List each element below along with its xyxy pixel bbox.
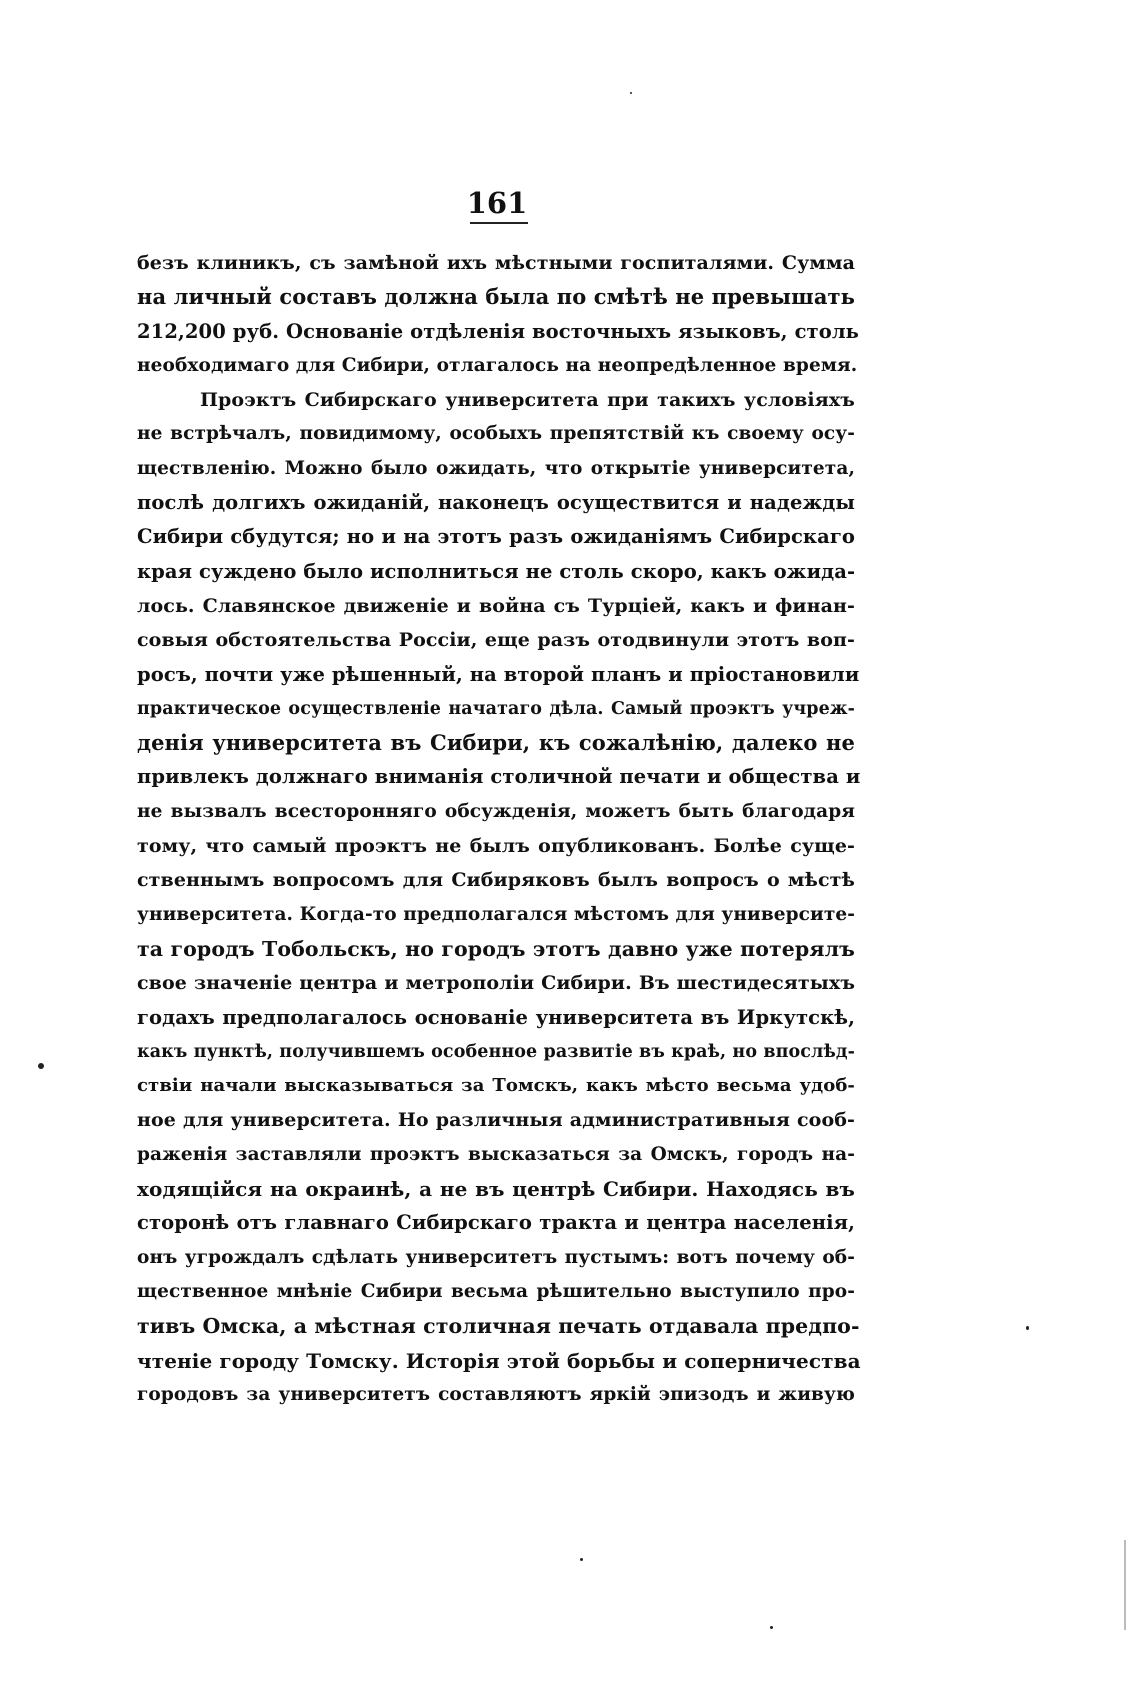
text-line: годахъ предполагалось основаніе университета въ Иркутскѣ,: [137, 1005, 855, 1029]
page-number: 161: [466, 186, 528, 220]
text-line: Сибири сбудутся; но и на этотъ разъ ожиданіямъ Сибирскаго: [137, 525, 855, 549]
text-line: края суждено было исполниться не столь скоро, какъ ожида-: [137, 559, 856, 583]
page-number-underline: [470, 222, 528, 224]
text-line: ходящійся на окраинѣ, а не въ центрѣ Сибири. Находясь въ: [137, 1177, 855, 1202]
text-line: чтеніе городу Томску. Исторія этой борьбы и соперничества: [137, 1348, 861, 1373]
text-line: раженія заставляли проэктъ высказаться за Омскъ, городъ на-: [137, 1143, 855, 1165]
text-line: щественное мнѣніе Сибири весьма рѣшительно выступило про-: [137, 1280, 855, 1302]
scan-speck: [38, 1063, 44, 1069]
text-line: совыя обстоятельства Россіи, еще разъ отодвинули этотъ воп-: [137, 629, 855, 652]
text-line: на личный составъ должна была по смѣтѣ не превышать: [137, 284, 855, 310]
text-line: лось. Славянское движеніе и война съ Турціей, какъ и финан-: [137, 594, 855, 617]
scan-edge-mark: [1124, 1540, 1126, 1630]
body-text: [137, 246, 861, 1412]
scan-speck: [580, 1558, 583, 1561]
text-line: Проэктъ Сибирскаго университета при такихъ условіяхъ: [200, 389, 855, 412]
text-line: свое значеніе центра и метрополіи Сибири. Въ шестидесятыхъ: [137, 972, 855, 995]
text-line: та городъ Тобольскъ, но городъ этотъ давно уже потерялъ: [137, 936, 855, 961]
text-line: не встрѣчалъ, повидимому, особыхъ препятствій къ своему осу-: [137, 423, 855, 445]
text-line: денія университета въ Сибири, къ сожалѣнію, далеко не: [137, 730, 855, 756]
text-line: не вызвалъ всесторонняго обсужденія, можетъ быть благодаря: [137, 800, 855, 822]
scan-speck: [630, 92, 632, 94]
text-line: ное для университета. Но различныя административныя сооб-: [137, 1109, 855, 1132]
text-line: послѣ долгихъ ожиданій, наконецъ осуществится и надежды: [137, 491, 855, 515]
text-line: городовъ за университетъ составляютъ яркій эпизодъ и живую: [137, 1383, 855, 1405]
text-line: 212,200 руб. Основаніе отдѣленія восточныхъ языковъ, столь: [137, 319, 860, 343]
scan-speck: [1026, 1326, 1029, 1330]
text-line: безъ клиникъ, съ замѣной ихъ мѣстными госпиталями. Сумма: [137, 252, 855, 274]
scan-speck: [770, 1626, 773, 1629]
text-line: тому, что самый проэктъ не былъ опубликованъ. Болѣе суще-: [137, 835, 855, 858]
text-line: университета. Когда-то предполагался мѣстомъ для университе-: [137, 903, 856, 925]
text-line: ществленію. Можно было ожидать, что открытіе университета,: [137, 457, 855, 479]
text-line: ственнымъ вопросомъ для Сибиряковъ былъ вопросъ о мѣстѣ: [137, 869, 855, 892]
text-line: росъ, почти уже рѣшенный, на второй планъ и пріостановили: [137, 662, 860, 686]
text-line: привлекъ должнаго вниманія столичной печати и общества и: [137, 765, 861, 789]
text-line: практическое осуществленіе начатаго дѣла. Самый проэктъ учреж-: [137, 698, 855, 719]
text-line: тивъ Омска, а мѣстная столичная печать отдавала предпо-: [137, 1314, 860, 1339]
text-line: онъ угрождалъ сдѣлать университетъ пустымъ: вотъ почему об-: [137, 1246, 855, 1268]
text-line: необходимаго для Сибири, отлагалось на неопредѣленное время.: [137, 354, 858, 376]
text-line: сторонѣ отъ главнаго Сибирскаго тракта и центра населенія,: [137, 1211, 855, 1235]
text-line: ствіи начали высказываться за Томскъ, какъ мѣсто весьма удоб-: [137, 1075, 855, 1097]
text-line: какъ пунктѣ, получившемъ особенное развитіе въ краѣ, но впослѣд-: [137, 1041, 855, 1062]
